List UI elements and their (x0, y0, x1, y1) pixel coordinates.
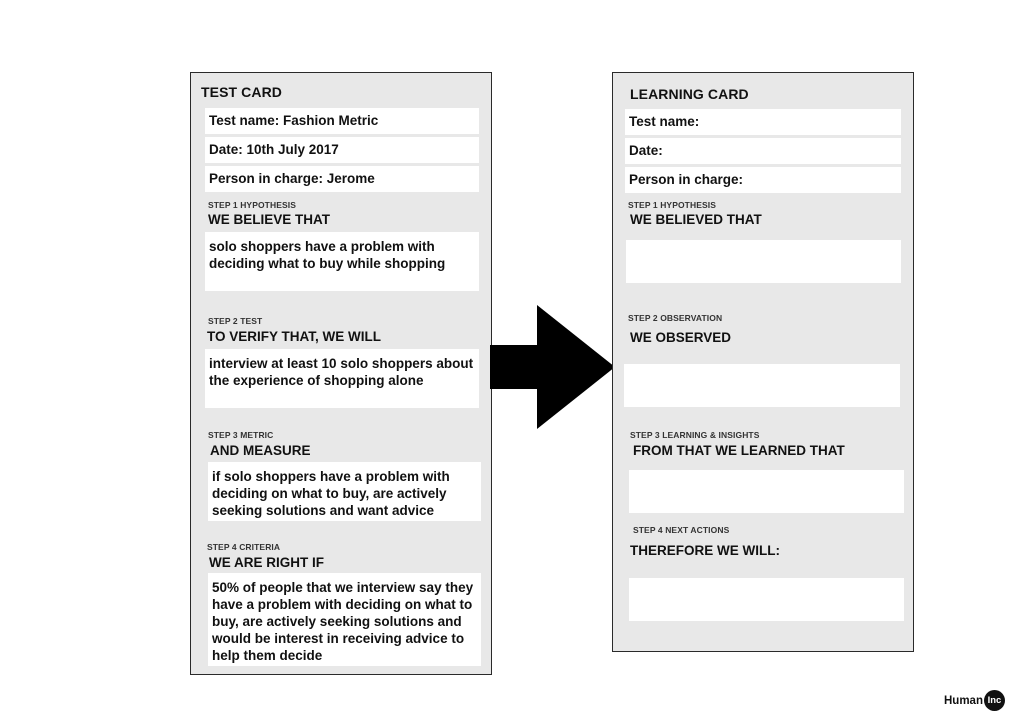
step4-heading: WE ARE RIGHT IF (209, 555, 324, 570)
step1-text-box[interactable]: solo shoppers have a problem with deciding what to buy while shopping (205, 232, 479, 291)
step3-label: STEP 3 LEARNING & INSIGHTS (630, 430, 760, 440)
step1-label: STEP 1 HYPOTHESIS (208, 200, 296, 210)
step3-heading: FROM THAT WE LEARNED THAT (633, 443, 845, 458)
step4-label: STEP 4 NEXT ACTIONS (633, 525, 730, 535)
step4-input-box[interactable] (629, 578, 904, 621)
step2-heading: TO VERIFY THAT, WE WILL (207, 329, 381, 344)
step2-input-box[interactable] (624, 364, 900, 407)
step3-input-box[interactable] (629, 470, 904, 513)
step4-heading: THEREFORE WE WILL: (630, 543, 780, 558)
person-in-charge-field[interactable]: Person in charge: (625, 167, 901, 193)
logo-word: Human (944, 694, 983, 707)
learning-card (612, 72, 914, 652)
logo-badge: Inc (984, 690, 1005, 711)
step4-label: STEP 4 CRITERIA (207, 542, 281, 552)
test-card (190, 72, 492, 675)
step2-label: STEP 2 OBSERVATION (628, 313, 723, 323)
step1-label: STEP 1 HYPOTHESIS (628, 200, 716, 210)
test-card-title: TEST CARD (201, 84, 283, 100)
human-inc-logo (944, 690, 1005, 711)
step2-label: STEP 2 TEST (208, 316, 263, 326)
test-name-field[interactable]: Test name: Fashion Metric (205, 108, 479, 134)
step3-heading: AND MEASURE (210, 443, 311, 458)
step2-text-box[interactable]: interview at least 10 solo shoppers about the experience of shopping alone (205, 349, 479, 408)
right-arrow-icon (490, 305, 616, 429)
test-name-field[interactable]: Test name: (625, 109, 901, 135)
step1-input-box[interactable] (626, 240, 901, 283)
date-field[interactable]: Date: 10th July 2017 (205, 137, 479, 163)
step1-heading: WE BELIEVE THAT (208, 212, 331, 227)
learning-card-title: LEARNING CARD (630, 86, 749, 102)
step3-text-box[interactable]: if solo shoppers have a problem with deciding on what to buy, are actively seeking solutions and want advice (208, 462, 481, 521)
step4-text-box[interactable]: 50% of people that we interview say they have a problem with deciding on what to buy, are actively seeking solutions and would be interest in receiving advice to help them decide (208, 573, 481, 666)
person-in-charge-field[interactable]: Person in charge: Jerome (205, 166, 479, 192)
step1-heading: WE BELIEVED THAT (630, 212, 762, 227)
step2-heading: WE OBSERVED (630, 330, 732, 345)
date-field[interactable]: Date: (625, 138, 901, 164)
step3-label: STEP 3 METRIC (208, 430, 274, 440)
